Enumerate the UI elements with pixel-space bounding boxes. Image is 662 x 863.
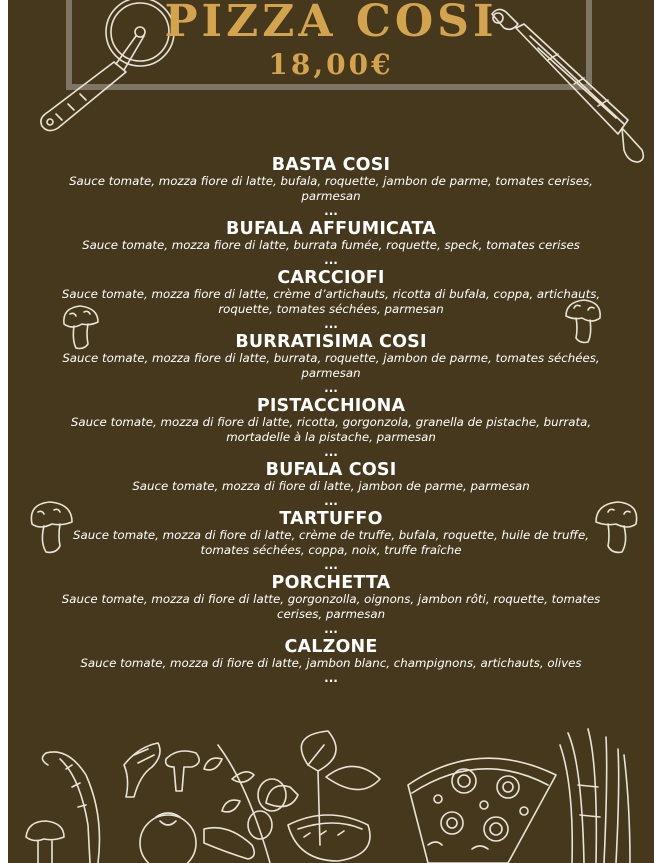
- menu-page: [8, 0, 654, 863]
- menu-item-separator: ...: [324, 622, 338, 636]
- pizza-menu-list: [58, 154, 604, 685]
- menu-item: [58, 395, 604, 459]
- menu-item-description: Sauce tomate, mozza fiore di latte, burrata, roquette, jambon de parme, tomates séchées, parmesan: [62, 351, 600, 380]
- menu-item-name: CARCCIOFI: [277, 268, 385, 288]
- menu-item-description: Sauce tomate, mozza di fiore di latte, gorgonzolla, oignons, jambon rôti, roquette, tomates cerises, parmesan: [61, 592, 601, 621]
- menu-item: [58, 331, 604, 395]
- menu-item: [58, 154, 604, 218]
- menu-price: 18,00€: [268, 48, 394, 81]
- menu-item-separator: ...: [324, 671, 338, 685]
- menu-item: [58, 218, 604, 267]
- menu-item: [58, 459, 604, 508]
- pizza-slice-illustration: [368, 725, 654, 863]
- menu-item-separator: ...: [324, 445, 338, 459]
- menu-item-description: Sauce tomate, mozza di fiore di latte, jambon blanc, champignons, artichauts, olives: [80, 656, 582, 670]
- menu-item-separator: ...: [324, 253, 338, 267]
- menu-item: [58, 636, 604, 685]
- menu-item-name: BUFALA AFFUMICATA: [226, 219, 436, 239]
- menu-item-description: Sauce tomate, mozza fiore di latte, bufala, roquette, jambon de parme, tomates cerises, parmesan: [69, 174, 593, 203]
- page-title: PIZZA COSI: [164, 0, 498, 47]
- menu-item: [58, 572, 604, 636]
- menu-item-name: BASTA COSI: [271, 155, 391, 175]
- menu-item-description: Sauce tomate, mozza di fiore di latte, crème de truffe, bufala, roquette, huile de truffe, tomates séchées, coppa, noix, truffe fraîche: [73, 528, 589, 557]
- menu-item-description: Sauce tomate, mozza di fiore di latte, ricotta, gorgonzola, granella de pistache, burrata, mortadelle à la pistache, parmesan: [70, 415, 592, 444]
- menu-item-description: Sauce tomate, mozza fiore di latte, crème d’artichauts, ricotta di bufala, coppa, artichauts, roquette, tomates séchées, parmesan: [61, 287, 601, 316]
- menu-item-separator: ...: [324, 558, 338, 572]
- menu-item-separator: ...: [324, 381, 338, 395]
- menu-item-separator: ...: [324, 204, 338, 218]
- menu-item-description: Sauce tomate, mozza di fiore di latte, jambon de parme, parmesan: [132, 479, 530, 493]
- menu-item-name: CALZONE: [284, 637, 378, 657]
- menu-item: [58, 508, 604, 572]
- menu-item-description: Sauce tomate, mozza fiore di latte, burrata fumée, roquette, speck, tomates cerises: [82, 238, 580, 252]
- menu-item-name: TARTUFFO: [279, 509, 383, 529]
- menu-item-separator: ...: [324, 317, 338, 331]
- menu-item-separator: ...: [324, 494, 338, 508]
- vegetables-illustration: [8, 725, 388, 863]
- menu-item-name: PISTACCHIONA: [256, 396, 406, 416]
- menu-item-name: BUFALA COSI: [265, 460, 397, 480]
- menu-item-name: PORCHETTA: [271, 573, 391, 593]
- menu-item: [58, 267, 604, 331]
- menu-item-name: BURRATISIMA COSI: [235, 332, 427, 352]
